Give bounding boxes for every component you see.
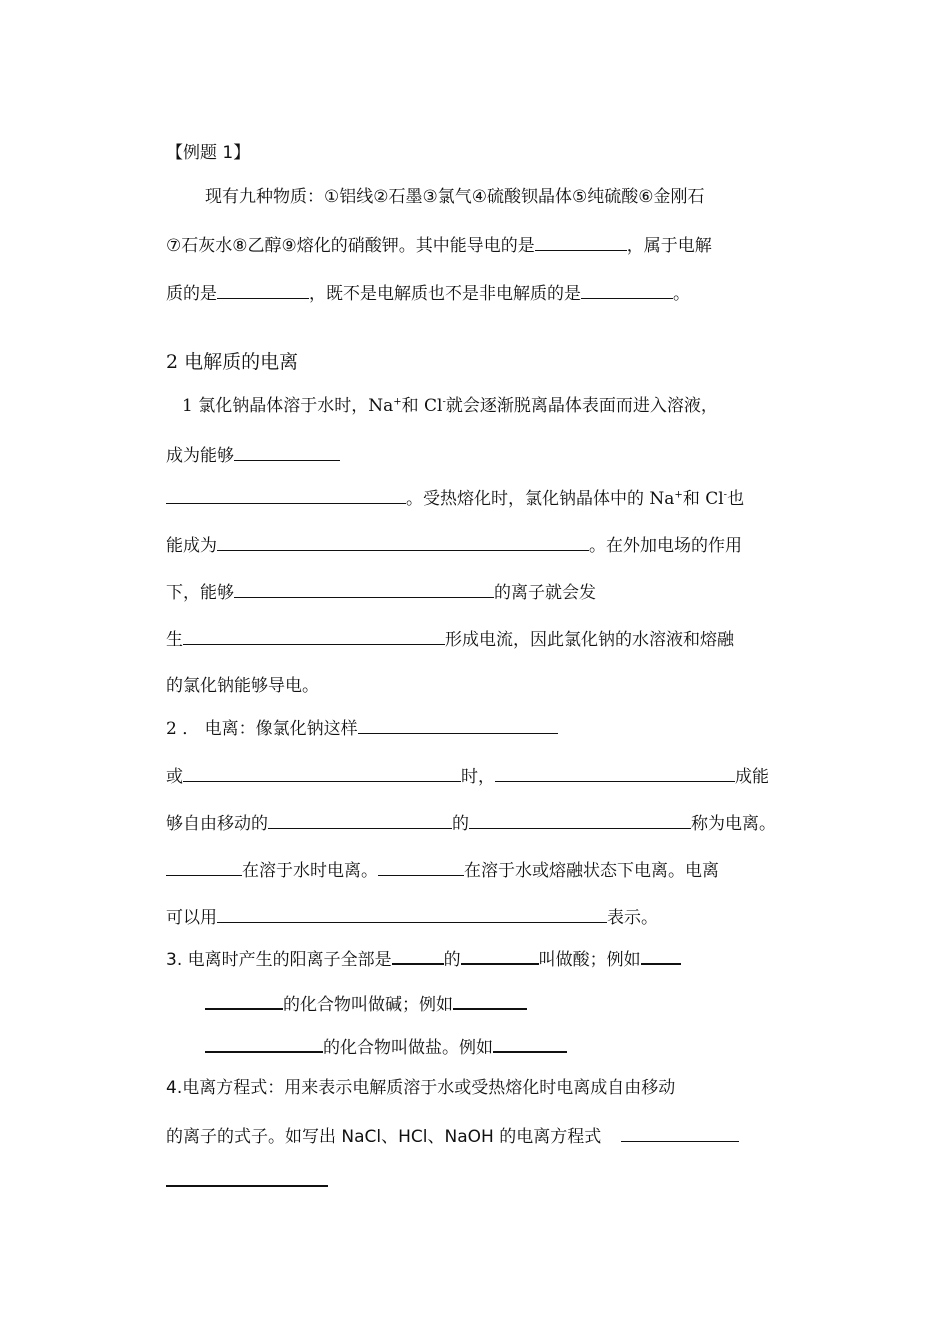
text: 的氯化钠能够导电。 [166,676,319,696]
answer-blank[interactable] [183,764,461,782]
text: 在溶于水或熔融状态下电离。电离 [464,861,719,881]
text: 的化合物叫做碱；例如 [283,995,453,1015]
answer-blank-electrolytes[interactable] [217,281,309,299]
text: 称为电离。 [691,814,776,834]
part1-line-6 [166,627,734,652]
answer-blank[interactable] [641,946,681,965]
text: 可以用 [166,908,217,928]
part1-line-5 [166,580,596,605]
text: 。受热熔化时，氯化钠晶体中的 Na [406,489,675,509]
text: 现有九种物质：①铝线②石墨③氯气④硫酸钡晶体⑤纯硫酸⑥金刚石 [205,187,705,207]
text: 和 Cl [682,489,724,509]
part3-line-1 [166,946,681,972]
text: ，属于电解 [626,236,712,256]
answer-blank[interactable] [166,858,242,876]
text: 的化合物叫做盐。例如 [323,1038,493,1058]
part2-line-4 [166,858,719,883]
part4-line-1 [166,1076,675,1100]
answer-blank-conductors[interactable] [535,233,627,251]
superscript-minus: - [723,489,728,501]
part3-line-2 [205,991,527,1017]
text: 1 氯化钠晶体溶于水时，Na [182,396,394,416]
answer-blank[interactable] [358,716,558,734]
text: 或 [166,767,183,787]
answer-blank[interactable] [495,764,735,782]
example-paragraph-line-3 [166,281,690,306]
answer-blank-neither[interactable] [581,281,673,299]
text: 的 [452,814,469,834]
text: 也 [727,489,745,509]
superscript-plus: + [393,396,402,408]
text: 够自由移动的 [166,814,268,834]
answer-blank[interactable] [205,991,283,1010]
superscript-minus: - [442,396,446,408]
part1-line-1 [182,394,718,418]
answer-blank[interactable] [453,991,527,1010]
section-heading [166,350,298,374]
answer-blank[interactable] [378,858,464,876]
part2-line-2 [166,764,769,789]
text: 3. 电离时产生的阳离子全部是 [166,950,392,970]
part4-line-2 [166,1124,739,1149]
part3-line-3 [205,1034,567,1060]
text: 就会逐渐脱离晶体表面而进入溶液， [445,396,718,416]
text: 在溶于水时电离。 [242,861,378,881]
text: 的离子就会发 [494,583,596,603]
text: 能成为 [166,536,217,556]
answer-blank[interactable] [217,533,589,551]
answer-blank[interactable] [469,811,691,829]
answer-blank[interactable] [183,627,445,645]
answer-blank[interactable] [392,946,444,965]
text: 4.电离方程式：用来表示电解质溶于水或受热熔化时电离成自由移动 [166,1078,676,1098]
example-paragraph-line-2 [166,233,712,258]
text: 。 [673,284,690,304]
answer-blank[interactable] [166,486,406,504]
text: ，既不是电解质也不是非电解质的是 [309,284,581,304]
text: 和 Cl [401,396,443,416]
answer-blank[interactable] [268,811,452,829]
answer-blank[interactable] [234,580,494,598]
example-title-text: 【例题 1】 [166,143,251,163]
superscript-plus: + [674,489,683,501]
text: 表示。 [607,908,658,928]
answer-blank[interactable] [461,946,539,965]
text: 形成电流，因此氯化钠的水溶液和熔融 [445,630,734,650]
text: 下，能够 [166,583,234,603]
part1-line-7 [166,674,319,698]
text: 质的是 [166,284,217,304]
text: 时， [461,767,495,787]
answer-blank[interactable] [234,443,340,461]
part4-line-3 [166,1168,328,1194]
text: 成能 [735,767,769,787]
part1-line-4 [166,533,742,558]
text: 。在外加电场的作用 [589,536,742,556]
text: 成为能够 [166,446,234,466]
text: 的 [443,950,461,970]
answer-blank[interactable] [166,1168,328,1187]
answer-blank[interactable] [621,1124,739,1142]
text: 生 [166,630,183,650]
answer-blank[interactable] [493,1034,567,1053]
part1-line-2 [166,443,340,468]
text: ⑦石灰水⑧乙醇⑨熔化的硝酸钾。其中能导电的是 [166,236,535,256]
example-paragraph-line-1 [205,185,704,209]
part2-line-3 [166,811,776,836]
answer-blank[interactable] [205,1034,323,1053]
text: 2 ． 电离：像氯化钠这样 [166,719,358,739]
text: 叫做酸；例如 [538,950,641,970]
part2-line-5 [166,905,658,930]
heading-text: 2 电解质的电离 [166,351,299,373]
answer-blank[interactable] [217,905,607,923]
text: 的离子的式子。如写出 NaCl、HCl、NaOH 的电离方程式 [166,1127,602,1147]
part1-line-3 [166,486,744,511]
example-title [166,141,250,165]
part2-line-1 [166,716,558,741]
